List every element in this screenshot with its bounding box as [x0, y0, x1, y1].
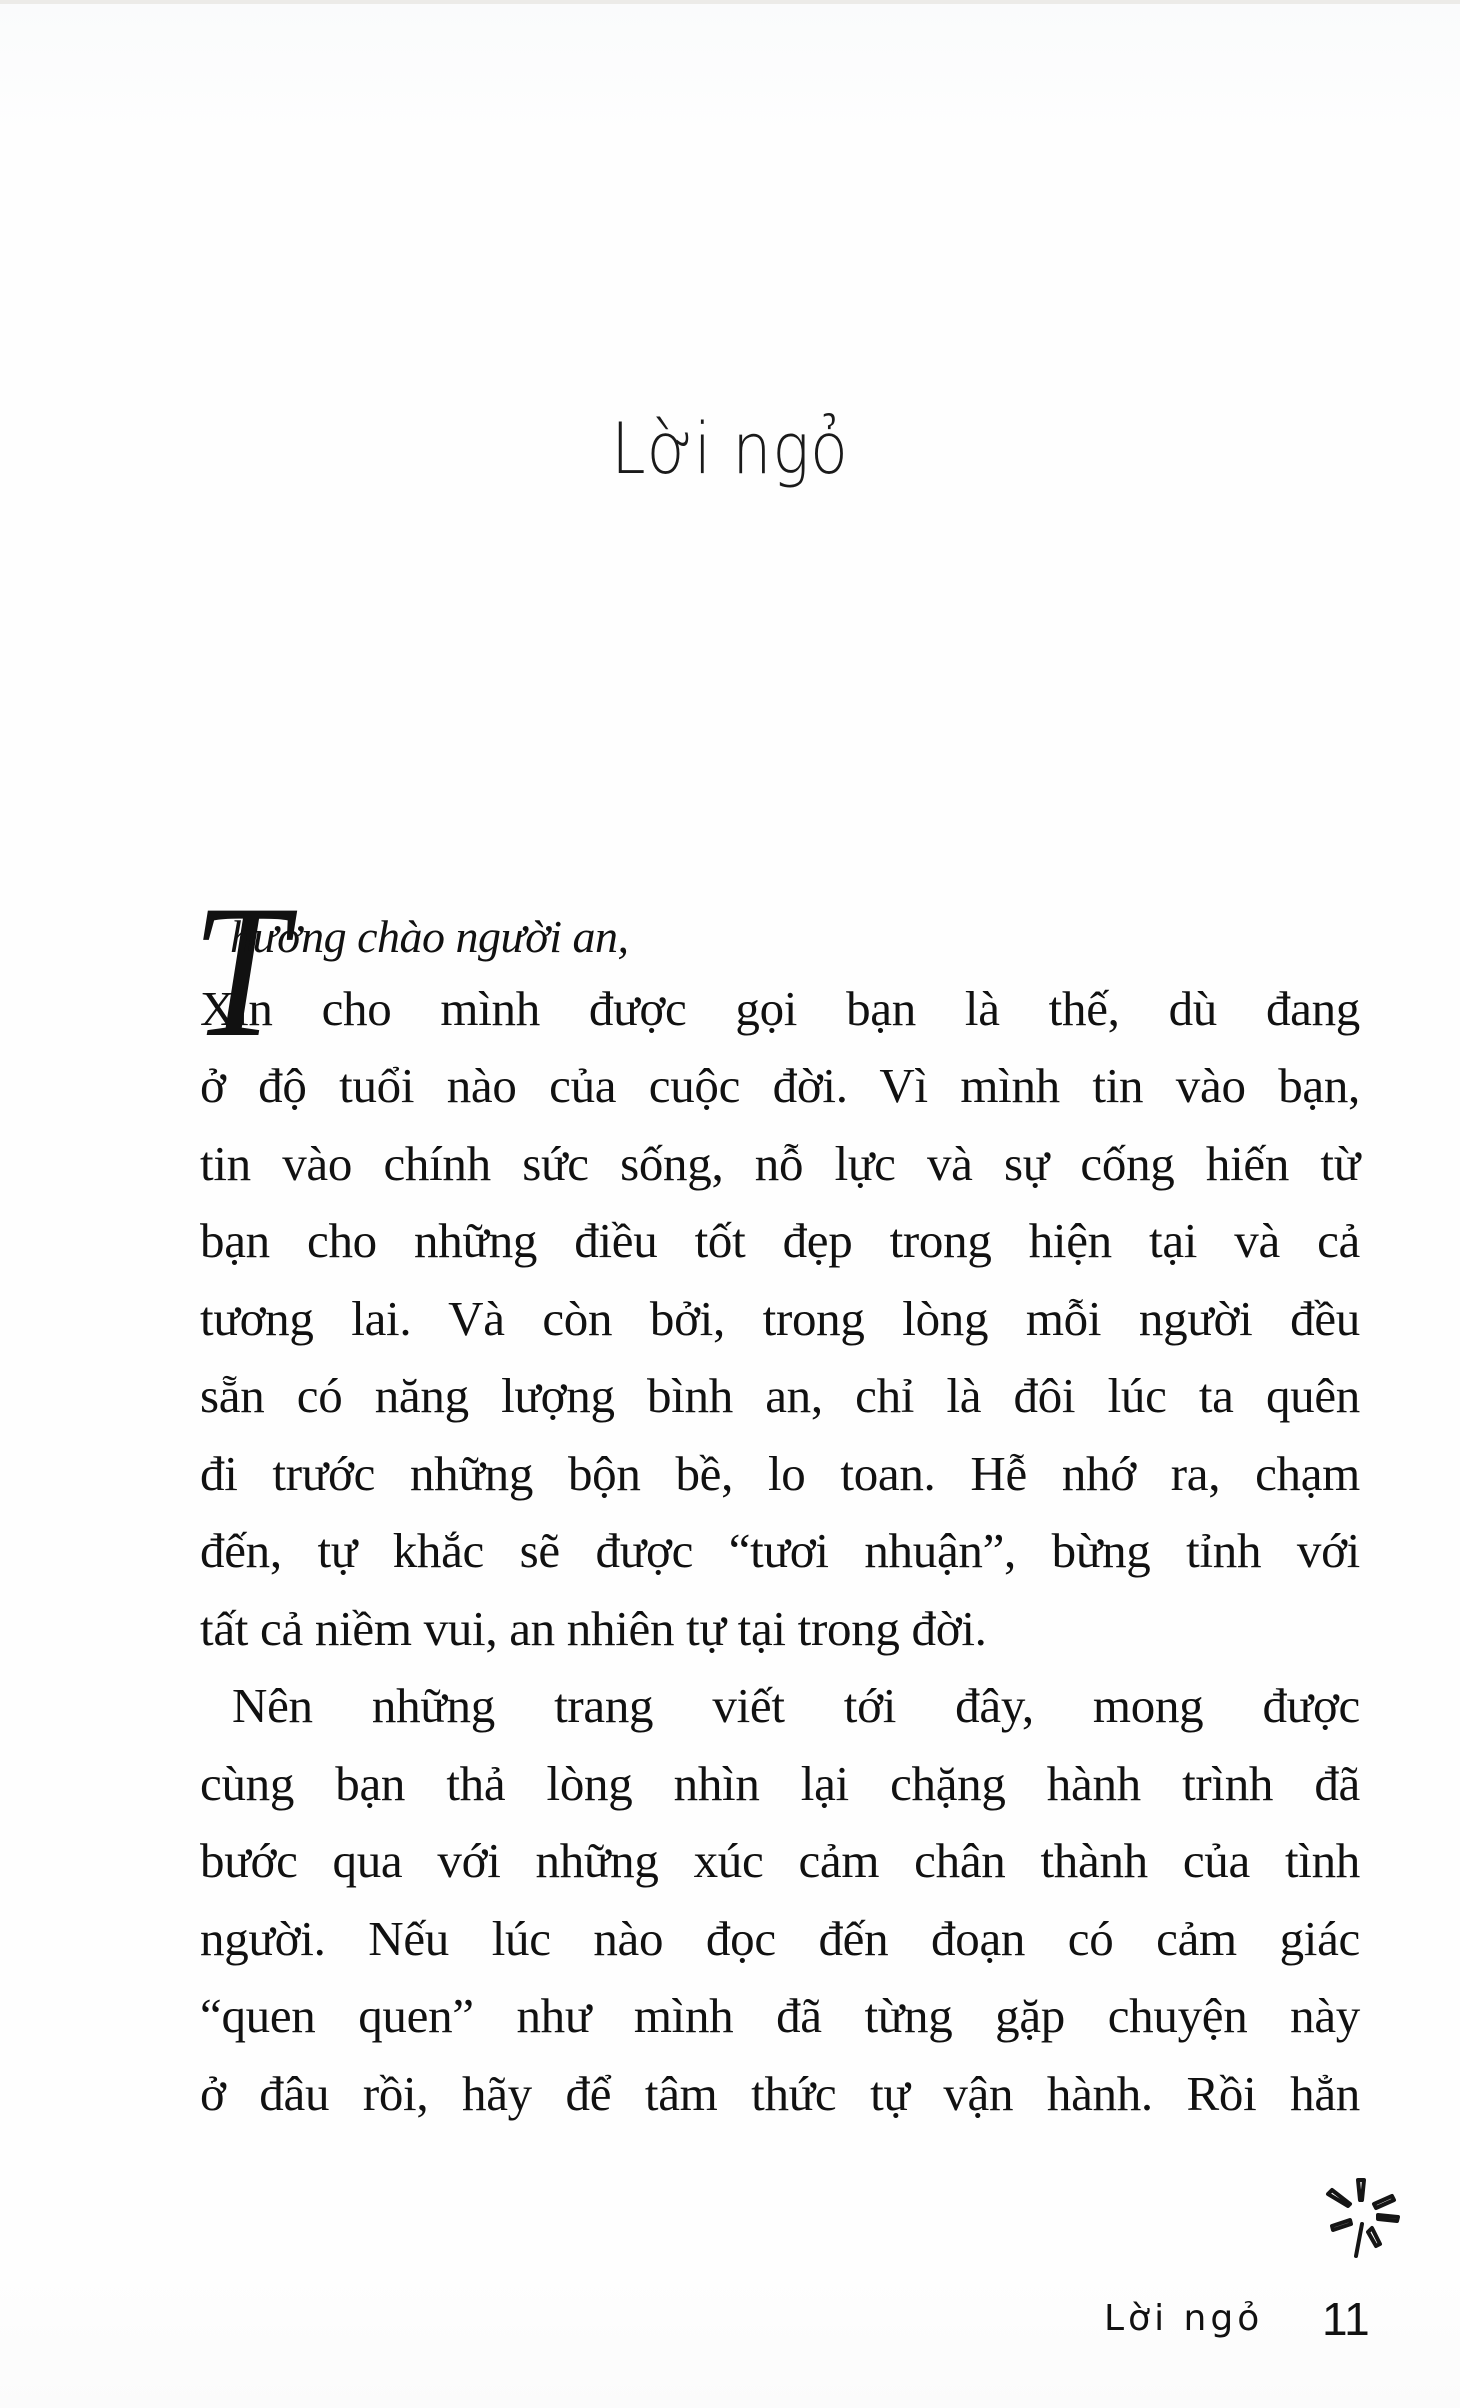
- sparkle-icon: [1310, 2160, 1410, 2260]
- text-line: đến, tự khắc sẽ được “tươi nhuận”, bừng tỉnh với: [200, 1523, 1360, 1578]
- salutation: hương chào người an,: [230, 911, 629, 962]
- text-line: Xin cho mình được gọi bạn là thế, dù đang: [200, 980, 1360, 1036]
- paragraph-1: [200, 970, 1360, 1668]
- paragraph-2: [200, 1667, 1360, 2132]
- text-line: tương lai. Và còn bởi, trong lòng mỗi người đều: [200, 1290, 1360, 1346]
- text-line: tất cả niềm vui, an nhiên tự tại trong đời.: [200, 1600, 987, 1656]
- page-footer: [0, 2292, 1460, 2372]
- text-line: bước qua với những xúc cảm chân thành của tình: [200, 1833, 1360, 1888]
- text-line: Nên những trang viết tới đây, mong được: [232, 1678, 1360, 1733]
- letter-body: [192, 867, 1360, 2132]
- page-top-edge: [0, 0, 1460, 4]
- text-line: ở đâu rồi, hãy để tâm thức tự vận hành. Rồi hẳn: [200, 2065, 1360, 2121]
- text-line: tin vào chính sức sống, nỗ lực và sự cống hiến từ: [200, 1135, 1360, 1191]
- text-line: đi trước những bộn bề, lo toan. Hễ nhớ ra, chạm: [200, 1445, 1360, 1501]
- chapter-title: Lời ngỏ: [611, 408, 849, 490]
- text-line: cùng bạn thả lòng nhìn lại chặng hành trình đã: [200, 1755, 1360, 1811]
- text-line: ở độ tuổi nào của cuộc đời. Vì mình tin vào bạn,: [200, 1058, 1360, 1113]
- text-line: sẵn có năng lượng bình an, chỉ là đôi lúc ta quên: [200, 1368, 1360, 1423]
- page-number: 11: [1322, 2293, 1370, 2345]
- drop-cap: T: [192, 867, 288, 1077]
- text-line: người. Nếu lúc nào đọc đến đoạn có cảm giác: [200, 1910, 1360, 1966]
- text-line: bạn cho những điều tốt đẹp trong hiện tại và cả: [200, 1213, 1360, 1268]
- running-title: Lời ngỏ: [1104, 2298, 1264, 2339]
- text-line: “quen quen” như mình đã từng gặp chuyện này: [200, 1988, 1360, 2043]
